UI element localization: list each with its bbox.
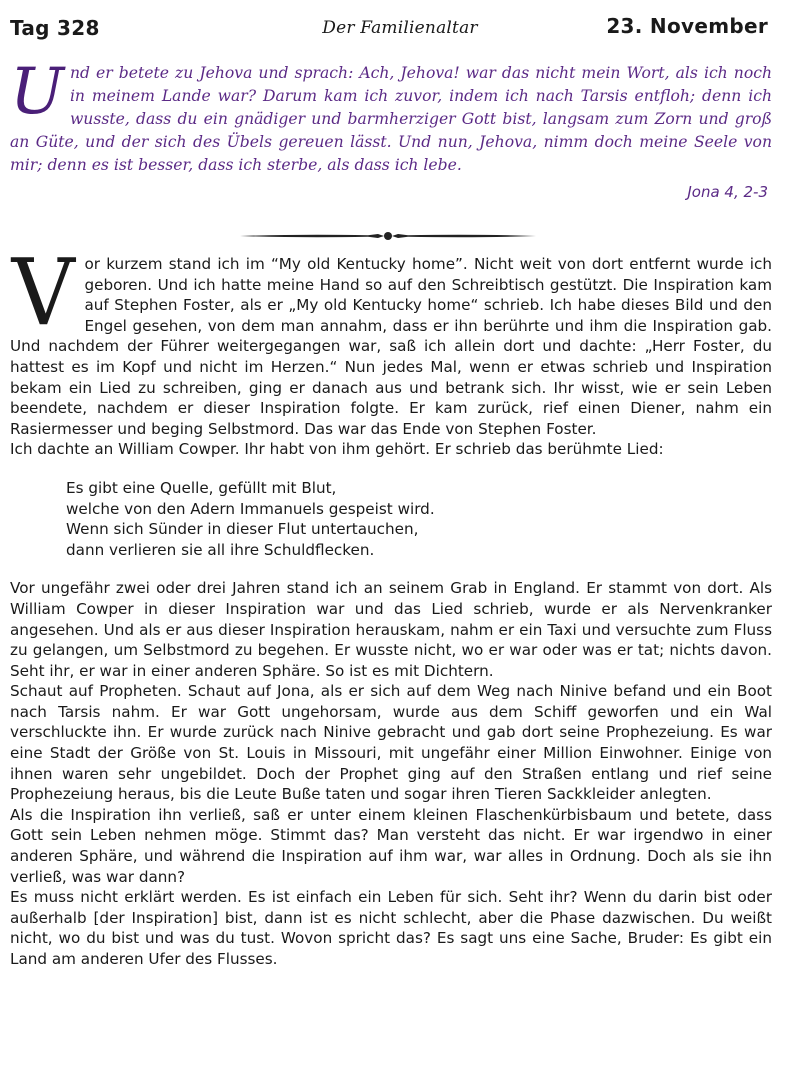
day-number: Tag 328: [10, 16, 100, 40]
paragraph: Es muss nicht erklärt werden. Es ist einfach ein Leben für sich. Seht ihr? Wenn du darin bist oder außerhalb [der Inspiration] bist, dann ist es nicht schlecht, aber die Phase dazwischen. Du weißt nicht, wo du bist und was du tust. Wovon spricht das? Es sagt uns eine Sache, Bruder: Es gibt ein Land am anderen Ufer des Flusses.: [10, 888, 772, 968]
paragraph: or kurzem stand ich im “My old Kentucky home”. Nicht weit von dort entfernt wurde ich geboren. Und ich hatte meine Hand so auf den Schreibtisch gestützt. Die Inspiration kam auf Stephen Foster, als er „My old Kentucky home“ schrieb. Ich habe dieses Bild und den Engel gesehen, von dem man annahm, dass er ihn berührte und ihm die Inspiration gab. Und nachdem der Führer weitergegangen war, saß ich allein dort und dachte: „Herr Foster, du hattest es im Kopf und nicht im Herzen.“ Nun jedes Mal, wenn er etwas schrieb und Inspiration bekam ein Lied zu schreiben, ging er danach aus und betrank sich. Ihr wisst, wie er sein Leben beendete, nachdem er dieser Inspiration folgte. Er kam zurück, rief einen Diener, nahm ein Rasiermesser und beging Selbstmord. Das war das Ende von Stephen Foster.: [10, 255, 772, 438]
paragraph: Schaut auf Propheten. Schaut auf Jona, als er sich auf dem Weg nach Ninive befand und ein Boot nach Tarsis nahm. Er war Gott ungehorsam, wurde aus dem Schiff geworfen und ein Wal verschluckte ihn. Er wurde zurück nach Ninive gebracht und gab dort seine Prophezeiung. Es war eine Stadt der Größe von St. Louis in Missouri, mit ungefähr einer Million Einwohner. Einige von ihnen waren sehr ungebildet. Doch der Prophet ging auf den Straßen entlang und rief seine Prophezeiung heraus, bis die Leute Buße taten und sogar ihren Tieren Sackkleider anlegten.: [10, 682, 772, 804]
hymn-line: Es gibt eine Quelle, gefüllt mit Blut,: [66, 478, 337, 497]
hymn-line: dann verlieren sie all ihre Schuldflecken.: [66, 540, 375, 559]
body-drop-cap: V: [11, 239, 75, 346]
verse-text: nd er betete zu Jehova und sprach: Ach, Jehova! war das nicht mein Wort, als ich noch in meinem Lande war? Darum kam ich zuvor, indem ich nach Tarsis entfloh; denn ich wusste, dass du ein gnädiger und barmherziger Gott bist, langsam zum Zorn und groß an Güte, und der sich des Übels gereuen lässt. Und nun, Jehova, nimm doch meine Seele von mir; denn es ist besser, dass ich sterbe, als dass ich lebe.: [10, 64, 772, 174]
page-header: [0, 0, 800, 44]
verse-drop-cap: U: [10, 55, 64, 129]
paragraph: Ich dachte an William Cowper. Ihr habt von ihm gehört. Er schrieb das berühmte Lied:: [10, 440, 664, 459]
ornament-divider-icon: [238, 228, 538, 244]
verse-reference: Jona 4, 2-3: [687, 183, 768, 201]
hymn-line: Wenn sich Sünder in dieser Flut untertauchen,: [66, 520, 419, 539]
devotional-body: [10, 239, 772, 970]
paragraph: Als die Inspiration ihn verließ, saß er unter einem kleinen Flaschenkürbisbaum und betete, dass Gott sein Leben nehmen möge. Stimmt das? Man versteht das nicht. Er war irgendwo in einer anderen Sphäre, und während die Inspiration auf ihm war, war alles in Ordnung. Doch als sie ihn verließ, was war dann?: [10, 805, 772, 886]
paragraph: Vor ungefähr zwei oder drei Jahren stand ich an seinem Grab in England. Er stammt von dort. Als William Cowper in dieser Inspiration war und das Lied schrieb, wurde er als Nervenkranker angesehen. Und als er aus dieser Inspiration herauskam, nahm er ein Taxi und versuchte zum Fluss zu gelangen, um Selbstmord zu begehen. Er wusste nicht, wo er war oder was er tat; nichts davon. Seht ihr, er war in einer anderen Sphäre. So ist es mit Dichtern.: [10, 579, 772, 680]
hymn-line: welche von den Adern Immanuels gespeist wird.: [66, 499, 435, 518]
scripture-verse: [10, 55, 772, 177]
hymn-quote: [66, 478, 772, 560]
book-title: Der Familienaltar: [322, 18, 478, 38]
page-date: 23. November: [606, 14, 768, 38]
